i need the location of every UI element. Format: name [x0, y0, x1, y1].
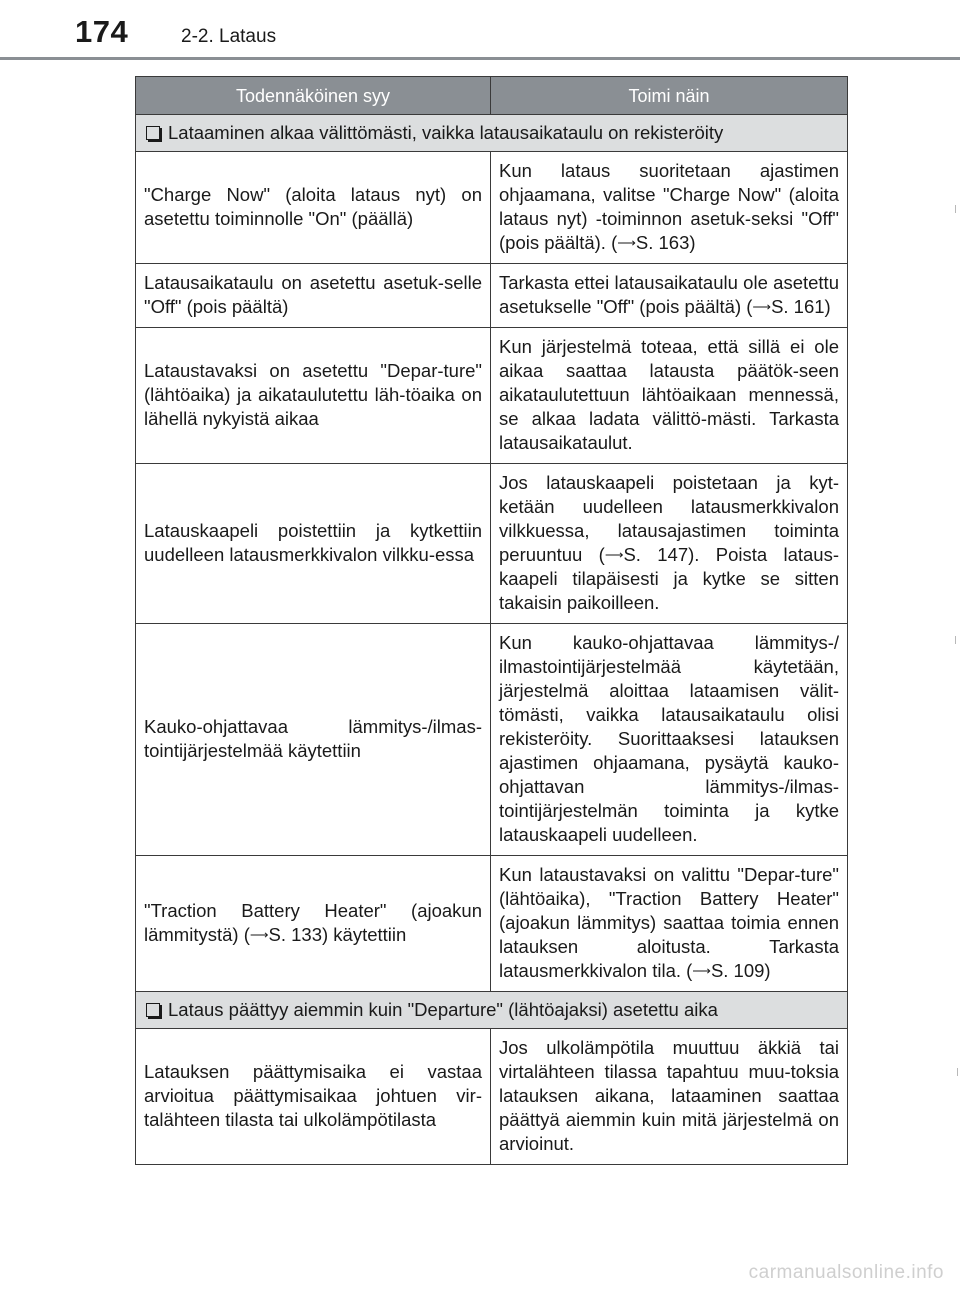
cause-cell [136, 464, 491, 624]
action-cell [491, 624, 848, 856]
table-row [136, 328, 848, 464]
arrow-right-icon: ⟶ [249, 927, 269, 942]
action-text: Jos latauskaapeli poistetaan ja kyt-ketään uudelleen latausmerkkivalon vilkkuessa, latausajastimen toiminta peruuntuu ( [499, 472, 839, 565]
arrow-right-icon: ⟶ [617, 235, 636, 250]
section-title-text: Lataus päättyy aiemmin kuin "Departure" (lähtöajaksi) asetettu aika [168, 999, 718, 1020]
table-row [136, 624, 848, 856]
arrow-right-icon: ⟶ [692, 963, 711, 978]
section-title-text: Lataaminen alkaa välittömästi, vaikka latausaikataulu on rekisteröity [168, 122, 724, 143]
action-text: Kun järjestelmä toteaa, että sillä ei ole aikaa saattaa latausta päätök-seen aikataulutettuun lähtöaikaan mennessä, se alkaa ladata välittö-mästi. Tarkasta latausaikataulut. [499, 336, 839, 453]
action-cell [491, 856, 848, 992]
table-row [136, 464, 848, 624]
page-reference: S. 133) käytettiin [268, 924, 407, 945]
action-text: Kun lataustavaksi on valittu "Depar-ture" (lähtöaika), "Traction Battery Heater" (ajoakun lämmitys) saattaa toimia ennen latauksen aloitusta. Tarkasta latausmerkkivalon tila. ( [499, 864, 839, 981]
page-number: 174 [75, 14, 129, 49]
arrow-right-icon: ⟶ [752, 299, 772, 314]
action-cell [491, 264, 848, 328]
table-row [136, 264, 848, 328]
action-text: Jos ulkolämpötila muuttuu äkkiä tai virtalähteen tilassa tapahtuu muu-toksia latauksen aikana, lataaminen saattaa päättyä aiemmin kuin mitä järjestelmä on arvioinut. [499, 1037, 839, 1154]
margin-mark [957, 1068, 958, 1076]
cause-cell [136, 152, 491, 264]
header-cause: Todennäköinen syy [136, 77, 491, 115]
page-reference: S. 161) [771, 296, 831, 317]
section-heading [136, 992, 848, 1029]
watermark: carmanualsonline.info [748, 1262, 944, 1283]
cause-cell [136, 1029, 491, 1165]
table-header-row [136, 77, 848, 115]
margin-mark [955, 636, 956, 644]
section-heading [136, 115, 848, 152]
section-title: 2-2. Lataus [181, 26, 277, 47]
margin-mark [955, 205, 956, 213]
table-row [136, 856, 848, 992]
section-row [136, 115, 848, 152]
cause-text: Kauko-ohjattavaa lämmitys-/ilmas-tointijärjestelmää käytettiin [144, 716, 482, 761]
page-reference: S. 147). Poista lataus-kaapeli tilapäisesti ja kytke se sitten takaisin paikoilleen. [499, 544, 840, 613]
arrow-right-icon: ⟶ [604, 547, 624, 562]
checkbox-icon [146, 1003, 160, 1017]
table-row [136, 152, 848, 264]
action-cell [491, 152, 848, 264]
action-text: Tarkasta ettei latausaikataulu ole asetettu asetukselle "Off" (pois päältä) ( [499, 272, 839, 317]
cause-text: Lataustavaksi on asetettu "Depar-ture" (lähtöaika) ja aikataulutettu läh-töaika on lähellä nykyistä aikaa [144, 360, 482, 429]
action-cell [491, 328, 848, 464]
cause-text: Latauskaapeli poistettiin ja kytkettiin uudelleen latausmerkkivalon vilkku-essa [144, 520, 482, 565]
header-action: Toimi näin [491, 77, 848, 115]
troubleshooting-table [135, 76, 848, 1165]
cause-text: "Traction Battery Heater" (ajoakun lämmitystä) ( [144, 900, 482, 945]
cause-cell [136, 624, 491, 856]
cause-cell [136, 328, 491, 464]
page-reference: S. 109) [710, 960, 771, 981]
table-row [136, 1029, 848, 1165]
action-cell [491, 1029, 848, 1165]
cause-cell [136, 856, 491, 992]
action-text: Kun lataus suoritetaan ajastimen ohjaamana, valitse "Charge Now" (aloita lataus nyt) -toiminnon asetuk-seksi "Off" (pois päältä). ( [499, 160, 839, 253]
cause-cell [136, 264, 491, 328]
header-rule [0, 57, 960, 60]
cause-text: "Charge Now" (aloita lataus nyt) on asetettu toiminnolle "On" (päällä) [144, 184, 482, 229]
action-text: Kun kauko-ohjattavaa lämmitys-/ ilmastointijärjestelmää käytetään, järjestelmä aloittaa lataamisen välit-tömästi, vaikka latausaikataulu olisi rekisteröity. Suorittaaksesi latauksen ajastimen ohjaamana, pysäytä kauko-ohjattavan lämmitys-/ilmas-tointijärjestelmän toiminta ja kytke latauskaapeli uudelleen. [499, 632, 839, 845]
cause-text: Latausaikataulu on asetettu asetuk-selle "Off" (pois päältä) [144, 272, 482, 317]
section-row [136, 992, 848, 1029]
page-reference: S. 163) [635, 232, 696, 253]
cause-text: Latauksen päättymisaika ei vastaa arvioitua päättymisaikaa johtuen vir-talähteen tilasta tai ulkolämpötilasta [144, 1061, 482, 1130]
checkbox-icon [146, 126, 160, 140]
page-header [0, 0, 960, 60]
action-cell [491, 464, 848, 624]
